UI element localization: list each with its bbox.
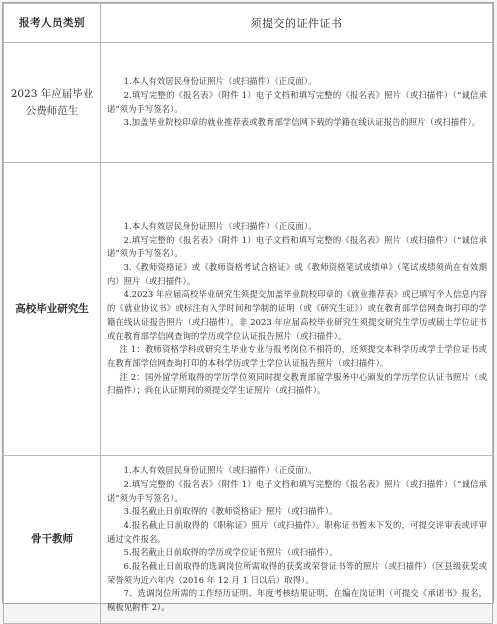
requirements-cell: [101, 163, 493, 456]
category-cell: 2023 年应届毕业公费师范生: [4, 43, 101, 163]
requirement-item: 2.填写完整的《报名表》（附件 1）电子文档和填写完整的《报名表》照片（或扫描件）（“诚信承诺”须为手写签名）。: [107, 89, 487, 114]
requirements-cell: [101, 456, 493, 624]
category-cell: 骨干教师: [4, 456, 101, 624]
requirement-item: 2.填写完整的《报名表》（附件 1）电子文档和填写完整的《报名表》照片（或扫描件）（“诚信承诺”须为手写签名）。: [107, 234, 487, 259]
table-row: [4, 163, 493, 456]
requirement-item: 4.报名截止日前取得的《职称证》照片（或扫描件）。职称证书暂未下发的，可提交评审表或评审通过文件报名。: [107, 519, 487, 544]
table-row: [4, 43, 493, 163]
requirement-item: 2.填写完整的《报名表》（附件 1）电子文档和填写完整的《报名表》照片（或扫描件）（“诚信承诺”须为手写签名）。: [107, 478, 487, 503]
requirements-document: [2, 2, 494, 613]
requirement-item: 1.本人有效居民身份证照片（或扫描件）（正反面）。: [123, 465, 317, 476]
requirements-cell: [101, 43, 493, 163]
requirement-item: 4.2023 年应届高校毕业研究生须提交加盖毕业院校印章的《就业推荐表》或已填写个人信息内容的《就业协议书》或标注有入学时间和学制的证明（或《研究生证》）或在教育部学信网查询打印的学籍在线认证报告照片（或扫描件）。非 2023 年应届高校毕业研究生须提交研究生学历或硕士学位证书或在教育部学信网查询的学历或学位认证报告照片（或扫描件）。: [107, 289, 487, 341]
header-category: 报考人员类别: [4, 4, 101, 43]
requirement-item: 3.加盖毕业院校印章的就业推荐表或教育部学信网下载的学籍在线认证报告的照片（或扫描件）。: [123, 117, 481, 128]
requirement-note: 注 2：国外留学所取得的学历学位须同时提交教育部留学服务中心颁发的学历学位认证书照片（或扫描件）；尚在认证期间的须提交学生证照片（或扫描件）。: [107, 371, 487, 396]
requirement-item: 1.本人有效居民身份证照片（或扫描件）（正反面）。: [123, 220, 317, 231]
requirement-item: 5.报名截止日前取得的学历或学位证书照片（或扫描件）。: [123, 547, 338, 558]
requirement-item: 7、选调岗位所需的工作经历证明、年度考核结果证明、在编在岗证明（可提交《承诺书》报名，模板见附件 2）。: [107, 588, 487, 613]
table-row: [4, 456, 493, 624]
requirement-item: 3.报名截止日前取得的《教师资格证》照片（或扫描件）。: [123, 506, 338, 517]
table-header-row: [4, 4, 493, 43]
requirements-table: [3, 3, 493, 624]
requirement-item: 6.报名截止日前取得的选调岗位所需取得的获奖或荣誉证书等的照片（或扫描件）（区县级获奖或荣誉须为近六年内（2016 年 12 月 1 日以后）取得）。: [107, 561, 487, 585]
requirement-item: 3.《教师资格证》或《教师资格考试合格证》或《教师资格笔试成绩单》（笔试成绩须尚在有效期内）照片（或扫描件）。: [107, 262, 487, 286]
header-documents: 须提交的证件证书: [101, 4, 493, 43]
requirement-item: 1.本人有效居民身份证照片（或扫描件）（正反面）。: [123, 76, 317, 87]
category-cell: 高校毕业研究生: [4, 163, 101, 456]
requirement-note: 注 1：教师资格学科或研究生毕业专业与报考岗位不相符的，还须提交本科学历或学士学位证书或在教育部学信网查询打印的本科学历或学士学位认证报告照片（或扫描件）。: [107, 344, 487, 368]
